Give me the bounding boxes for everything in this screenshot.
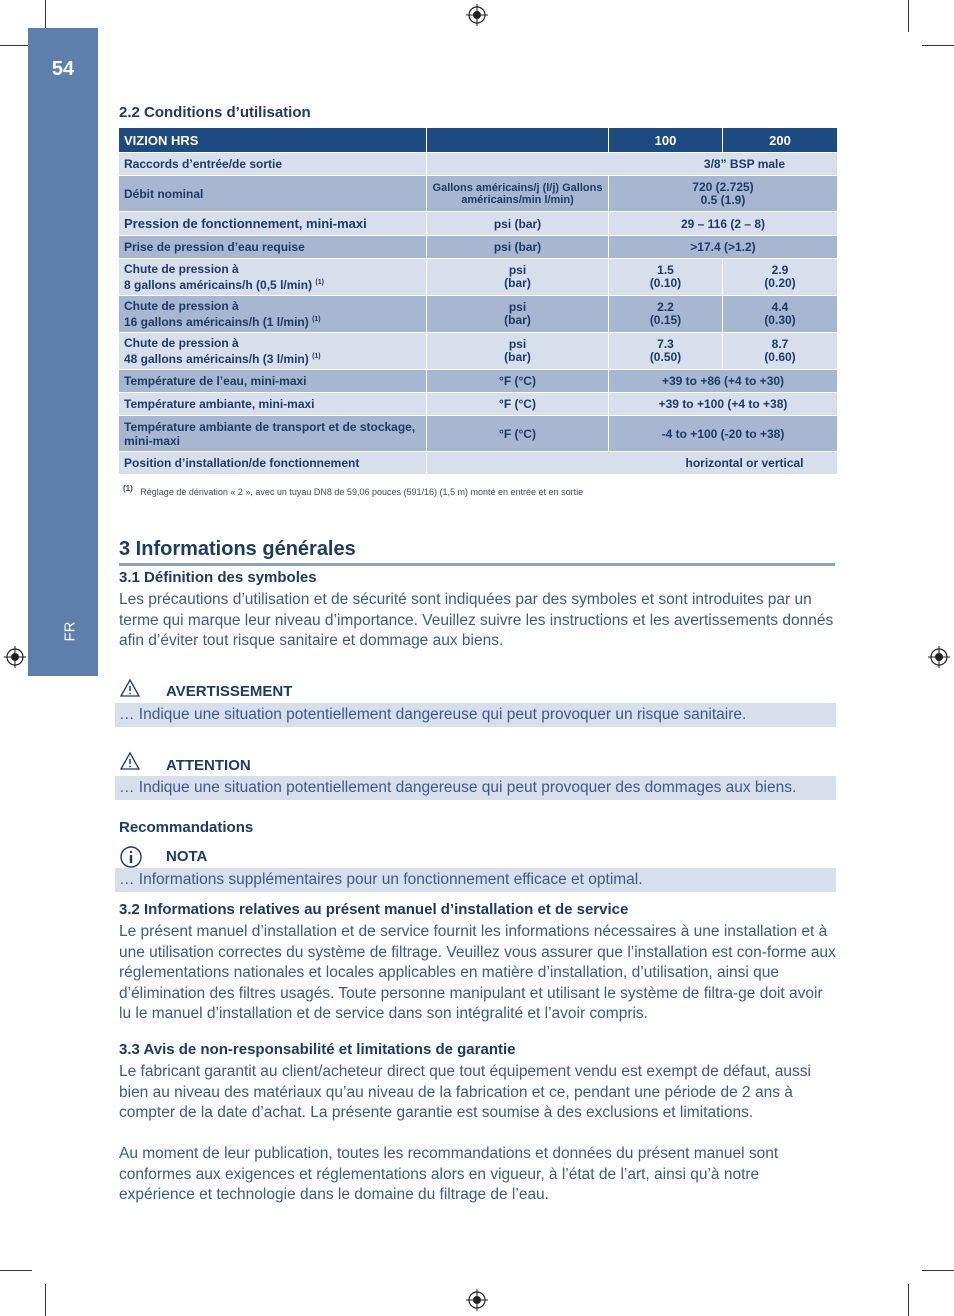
- section-3-1-title: 3.1 Définition des symboles: [119, 569, 317, 586]
- registration-mark-icon: [4, 646, 26, 668]
- table-row: [119, 452, 837, 475]
- registration-mark-icon: [928, 646, 950, 668]
- row-label-cell: [119, 259, 426, 296]
- footnote-ref: (1): [315, 279, 324, 286]
- table-row: [119, 370, 837, 393]
- warning-icon: [119, 678, 141, 698]
- section-3-3-text-2: Au moment de leur publication, toutes les recommandations et données du présent manuel sont conformes aux exigences et réglementations alors en vigueur, à l’état de l’art, ainsi qu’à notre expérience et technologie dans le domaine du filtrage de l’eau.: [119, 1145, 779, 1203]
- recommendations-heading: Recommandations: [119, 819, 254, 836]
- table-header-row: [119, 128, 837, 153]
- section-divider: [119, 563, 835, 566]
- warning-text: … Indique une situation potentiellement dangereuse qui peut provoquer un risque sanitaire.: [115, 703, 836, 727]
- crop-mark: [0, 1270, 32, 1271]
- section-3-title: 3 Informations générales: [119, 538, 356, 560]
- table-header-cell: 200: [722, 128, 837, 153]
- row-label: Position d’installation/de fonctionnement: [119, 452, 426, 475]
- table-row: [119, 259, 837, 296]
- conditions-table: [119, 128, 837, 475]
- row-value-200: 2.9 (0.20): [722, 259, 837, 296]
- nota-text: … Informations supplémentaires pour un fonctionnement efficace et optimal.: [115, 868, 836, 892]
- table-header-cell: [426, 128, 608, 153]
- row-label: Raccords d’entrée/de sortie: [119, 153, 426, 176]
- row-label: Prise de pression d’eau requise: [119, 236, 426, 259]
- section-3-1-text: Les précautions d’utilisation et de sécurité sont indiquées par des symboles et sont introduites par un terme qui marque leur niveau d’importance. Veuillez suivre les instructions et les avertissements donnés afin d’éviter tout risque sanitaire et dommage aux biens.: [119, 591, 834, 649]
- table-row: [119, 176, 837, 212]
- table-row: [119, 153, 837, 176]
- crop-mark: [908, 0, 909, 32]
- footnote-ref: (1): [312, 353, 321, 360]
- table-row: [119, 236, 837, 259]
- row-label: Chute de pression à 16 gallons américains/h (1 l/min): [124, 299, 309, 329]
- row-label: Pression de fonctionnement, mini-maxi: [119, 212, 426, 236]
- row-unit: psi (bar): [426, 236, 608, 259]
- section-2-2-title: 2.2 Conditions d’utilisation: [119, 104, 311, 121]
- row-unit: Gallons américains/j (l/j) Gallons américains/min l/min): [426, 176, 608, 212]
- row-value: +39 to +86 (+4 to +30): [608, 370, 837, 393]
- row-label: Température de l’eau, mini-maxi: [119, 370, 426, 393]
- row-unit: psi (bar): [426, 212, 608, 236]
- row-unit: °F (°C): [426, 370, 608, 393]
- section-3-2-text: Le présent manuel d’installation et de service fournit les informations nécessaires à une installation et à une utilisation correctes du système de filtrage. Veuillez vous assurer que l’installation est con-forme aux réglementations nationales et locales applicables en matière d’installation, d’utilisation, ainsi que d’élimination des filtres usagés. Toute personne manipulant et utilisant le système de filtra-ge doit avoir lu le manuel d’installation et de service dans son intégralité et l’avoir compris.: [119, 923, 836, 1022]
- row-label-cell: [119, 296, 426, 333]
- row-value: 3/8” BSP male: [426, 153, 837, 176]
- table-header-cell: 100: [608, 128, 722, 153]
- row-value: 29 – 116 (2 – 8): [608, 212, 837, 236]
- row-label: Chute de pression à 48 gallons américains/h (3 l/min): [124, 336, 309, 366]
- row-unit: psi (bar): [426, 259, 608, 296]
- table-header-cell: VIZION HRS: [119, 128, 426, 153]
- page-number: 54: [51, 58, 75, 80]
- registration-mark-icon: [466, 1289, 488, 1311]
- row-value-100: 2.2 (0.15): [608, 296, 722, 333]
- crop-mark: [922, 45, 954, 46]
- info-icon: [119, 845, 143, 869]
- caution-icon: [119, 751, 141, 771]
- nota-title: NOTA: [166, 848, 208, 865]
- row-value: +39 to +100 (+4 to +38): [608, 393, 837, 416]
- row-label-cell: [119, 333, 426, 370]
- row-unit: psi (bar): [426, 296, 608, 333]
- crop-mark: [922, 1270, 954, 1271]
- crop-mark: [908, 1284, 909, 1316]
- row-value: horizontal or vertical: [426, 452, 837, 475]
- table-row: [119, 333, 837, 370]
- row-label: Température ambiante, mini-maxi: [119, 393, 426, 416]
- row-label: Chute de pression à 8 gallons américains/h (0,5 l/min): [124, 262, 313, 292]
- row-value: 720 (2.725) 0.5 (1.9): [608, 176, 837, 212]
- table-row: [119, 296, 837, 333]
- row-value: -4 to +100 (-20 to +38): [608, 416, 837, 452]
- section-3-3-text-1: Le fabricant garantit au client/acheteur direct que tout équipement vendu est exempt de défaut, aussi bien au niveau des matériaux qu’au niveau de la fabrication et ce, pendant une période de 2 ans à compter de la date d’achat. La présente garantie est soumise à des exclusions et limitations.: [119, 1063, 811, 1121]
- row-value-200: 4.4 (0.30): [722, 296, 837, 333]
- registration-mark-icon: [466, 4, 488, 26]
- row-unit: psi (bar): [426, 333, 608, 370]
- table-row: [119, 393, 837, 416]
- footnote-mark: (1): [123, 484, 133, 493]
- row-unit: °F (°C): [426, 416, 608, 452]
- attention-title: ATTENTION: [166, 757, 251, 774]
- attention-text: … Indique une situation potentiellement dangereuse qui peut provoquer des dommages aux biens.: [115, 776, 836, 800]
- language-tab: FR: [61, 621, 79, 642]
- footnote-text: Réglage de dérivation « 2 », avec un tuyau DN8 de 59,06 pouces (591/16) (1,5 m) monté en entrée et en sortie: [140, 487, 584, 497]
- row-value-100: 1.5 (0.10): [608, 259, 722, 296]
- table-row: [119, 212, 837, 236]
- table-row: [119, 416, 837, 452]
- section-3-2-title: 3.2 Informations relatives au présent manuel d’installation et de service: [119, 901, 629, 918]
- row-value-100: 7.3 (0.50): [608, 333, 722, 370]
- footnote-ref: (1): [312, 316, 321, 323]
- row-value: >17.4 (>1.2): [608, 236, 837, 259]
- warning-title: AVERTISSEMENT: [166, 683, 293, 700]
- row-label: Température ambiante de transport et de stockage, mini-maxi: [119, 416, 426, 452]
- crop-mark: [45, 1284, 46, 1316]
- page-sidebar: [28, 28, 98, 676]
- row-value-200: 8.7 (0.60): [722, 333, 837, 370]
- section-3-3-title: 3.3 Avis de non-responsabilité et limitations de garantie: [119, 1041, 516, 1058]
- table-footnote: [123, 484, 583, 497]
- row-label: Débit nominal: [119, 176, 426, 212]
- row-unit: °F (°C): [426, 393, 608, 416]
